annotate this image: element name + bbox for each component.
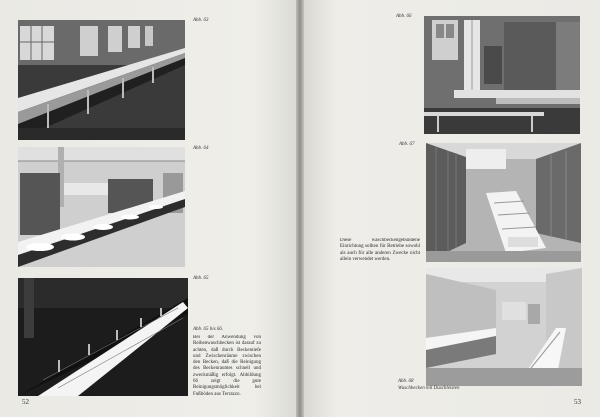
caption-fig-67: Abb. 67 (399, 142, 415, 147)
caption-fig-65-66: Abb. 65 bis 66. (193, 327, 224, 332)
photo-washroom-sinks-row (18, 20, 185, 140)
right-body-text: Diese waschbeckengebundene Einrichtung sollten für Betriebe sowohl als auch für alle anderen Zwecke nicht allein verwendet werden. (340, 238, 420, 262)
page-number-left: 52 (22, 398, 29, 406)
right-page (300, 0, 600, 417)
caption-fig-66: Abb. 66 (396, 14, 412, 19)
photo-washroom-lockers (18, 147, 185, 267)
photo-sinks-with-taps (18, 278, 188, 396)
caption-fig-64: Abb. 64 (193, 146, 209, 151)
caption-fig-65: Abb. 65 (193, 276, 209, 281)
photo-washroom-wall-sinks (426, 268, 582, 386)
book-gutter (296, 0, 304, 417)
left-body-text: Bei der Anwendung von Reihenwaschbecken ist darauf zu achten, daß durch Beckentiefe und Zwischenräume zwischen den Becken, daß die Reinigung des Beckenraumes schnell und zweckmäßig erfolgt. Abbildung 66 zeigt die gute Reinigungsmöglichkeit bei Fußböden aus Terrazzo. (193, 335, 261, 397)
photo-locker-corridor-sinks (426, 143, 581, 262)
photo-washroom-window (424, 16, 580, 134)
page-number-right: 53 (574, 398, 581, 406)
caption-fig-68: Abb. 68 (398, 379, 414, 384)
caption-washbasins-with-showers: Waschbecken mit Duschleisten (398, 386, 460, 391)
caption-fig-63: Abb. 63 (193, 18, 209, 23)
